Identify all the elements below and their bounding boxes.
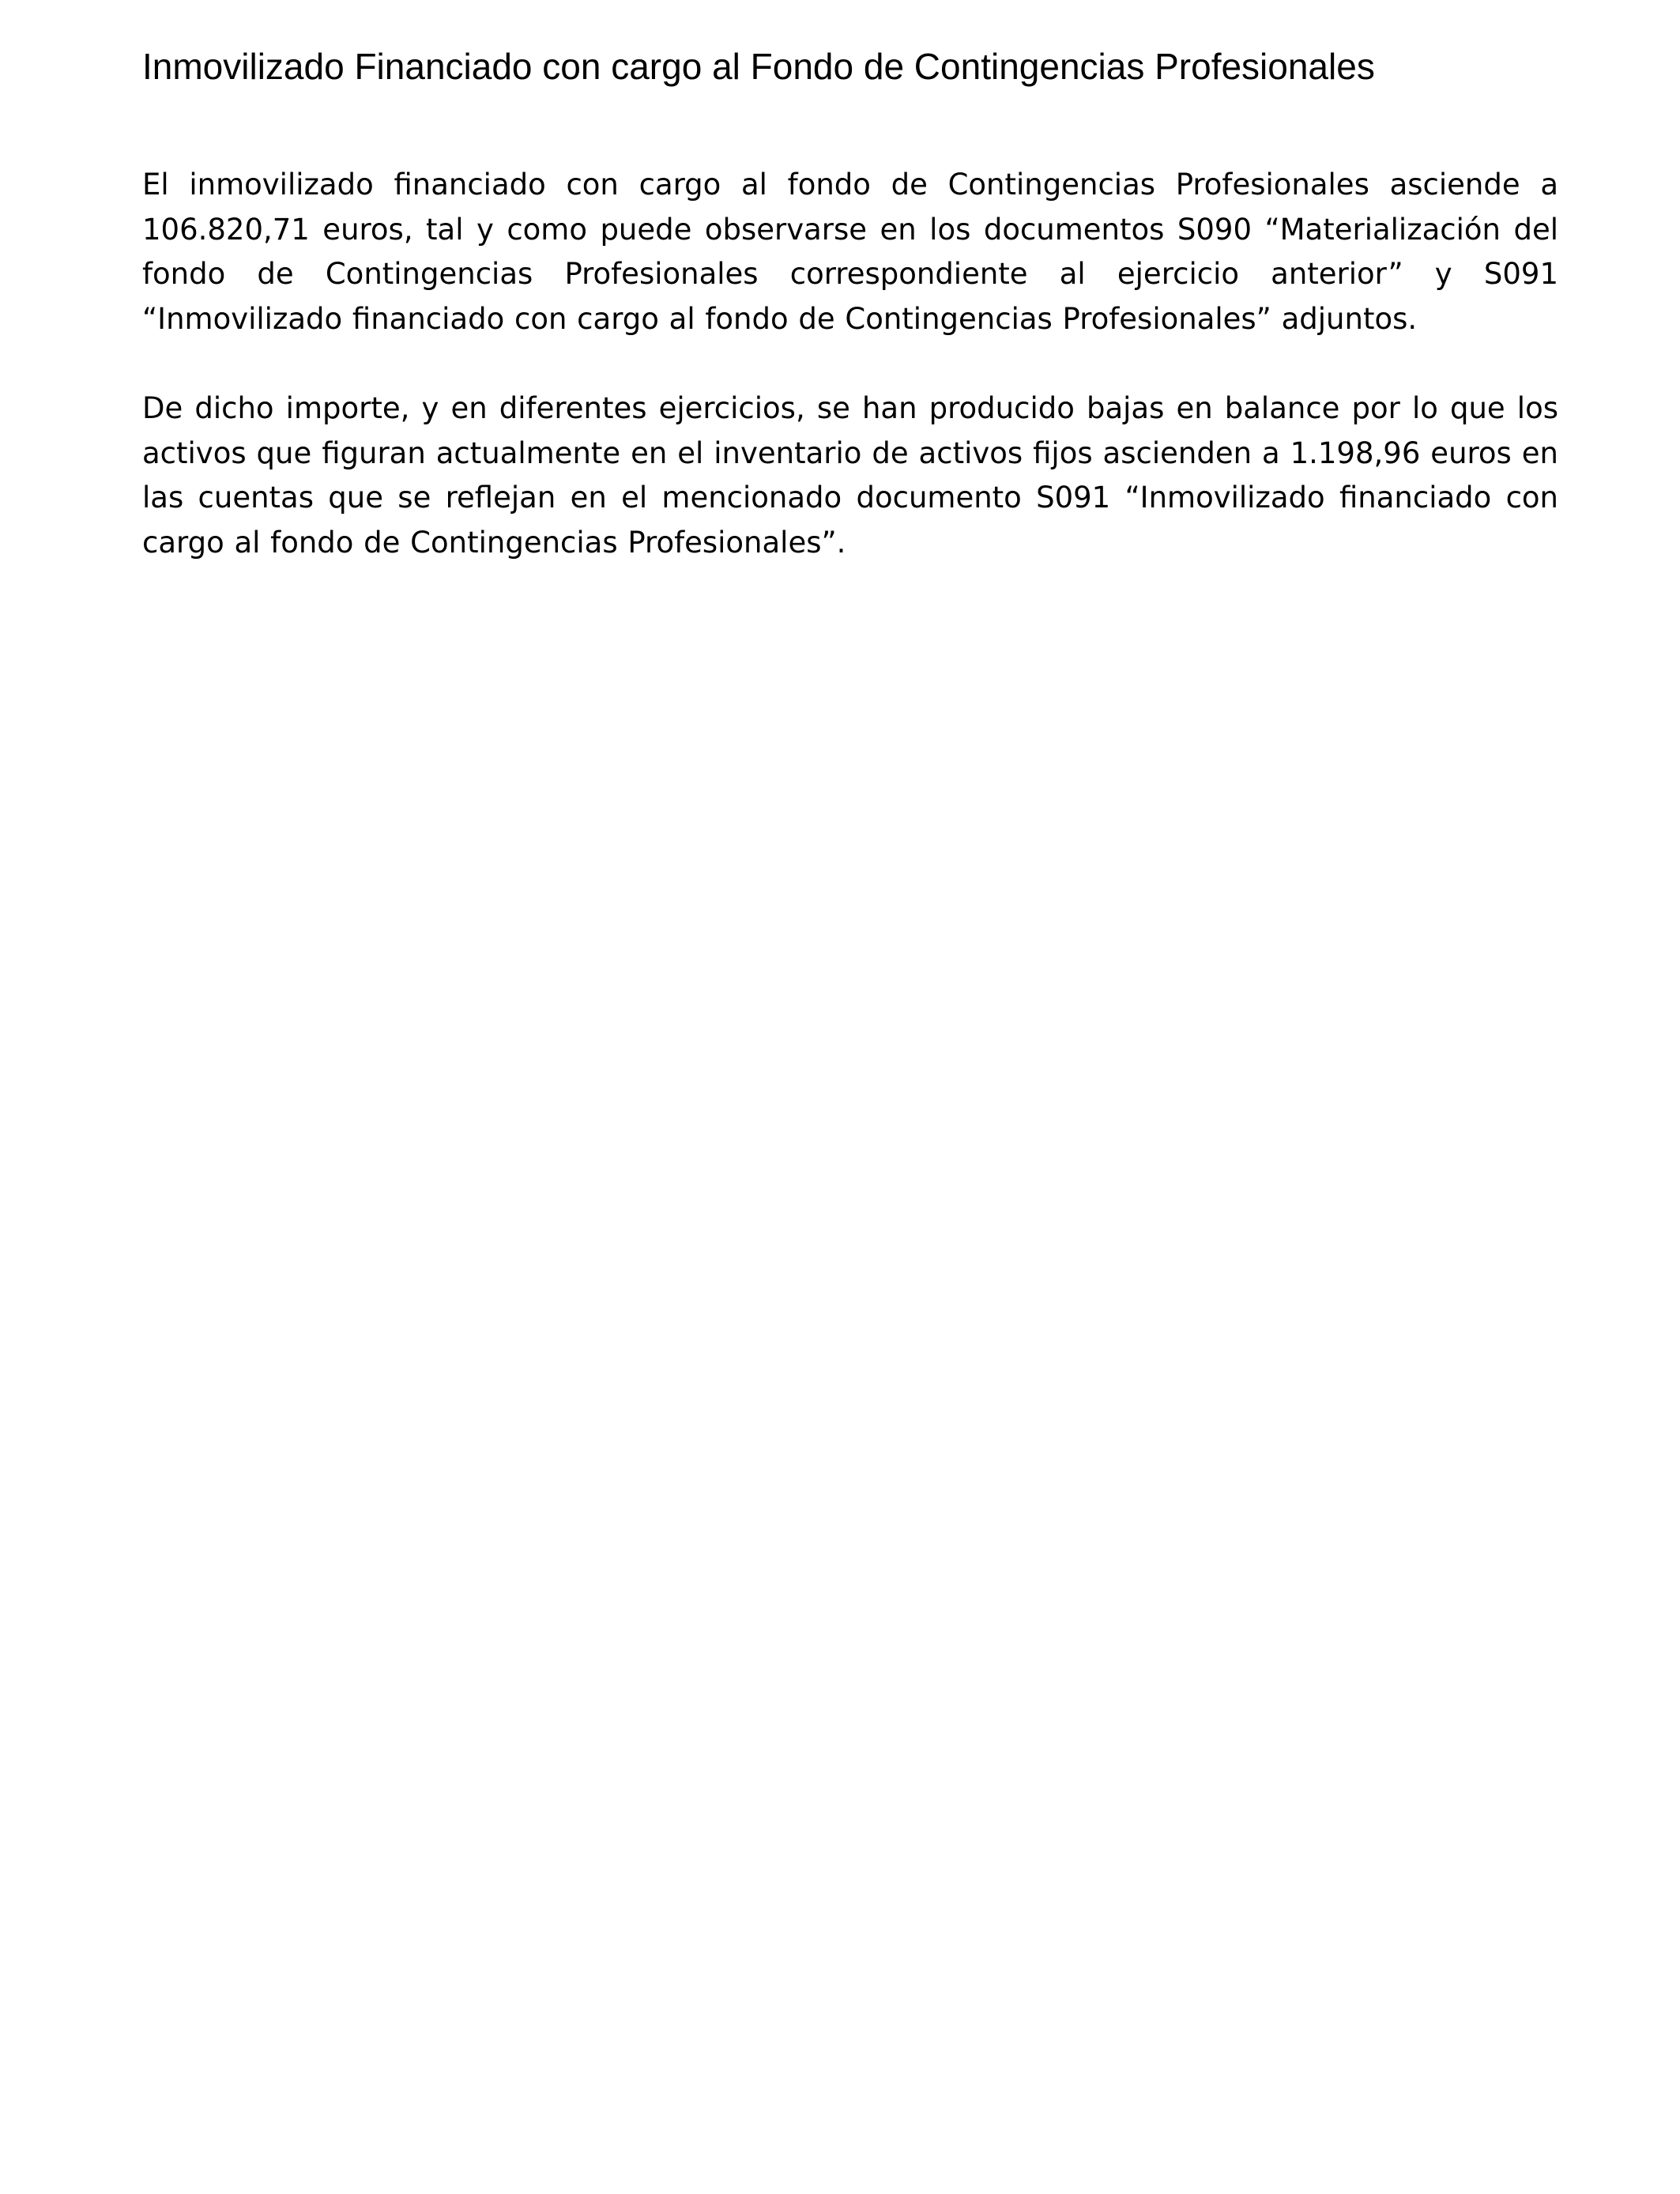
- paragraph-1: El inmovilizado financiado con cargo al fondo de Contingencias Profesionales asciende a 106.820,71 euros, tal y como puede observarse en los documentos S090 “Materialización del fondo de Contingencias Profesionales correspondiente al ejercicio anterior” y S091 “Inmovilizado financiado con cargo al fondo de Contingencias Profesionales” adjuntos.: [142, 168, 1558, 336]
- page-title: Inmovilizado Financiado con cargo al Fondo de Contingencias Profesionales: [142, 46, 1375, 87]
- paragraph-2: De dicho importe, y en diferentes ejercicios, se han producido bajas en balance por lo que los activos que figuran actualmente en el inventario de activos fijos ascienden a 1.198,96 euros en las cuentas que se reflejan en el mencionado documento S091 “Inmovilizado financiado con cargo al fondo de Contingencias Profesionales”.: [142, 391, 1558, 560]
